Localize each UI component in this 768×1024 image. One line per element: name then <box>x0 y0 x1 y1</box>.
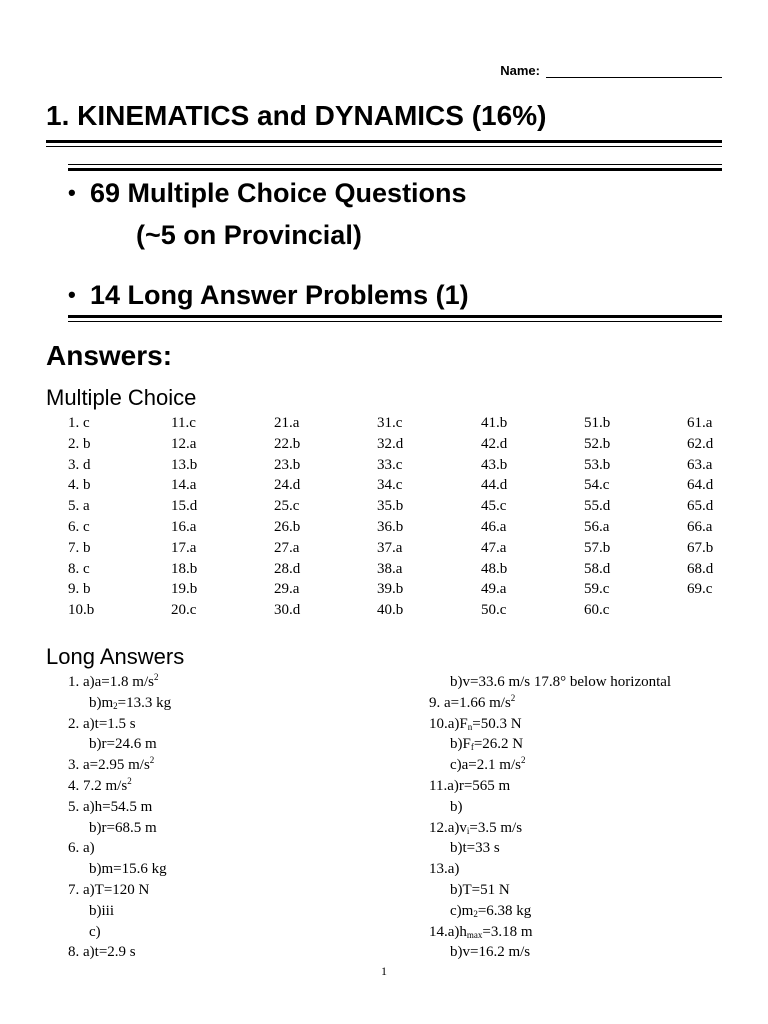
la-item-7a: 7. a)T=120 N <box>68 881 150 898</box>
mc-answer-item: 49.a <box>481 581 507 598</box>
mc-answer-item: 3. d <box>68 456 91 473</box>
mc-answer-item: 24.d <box>274 477 301 494</box>
name-blank-line <box>546 62 722 78</box>
page-title: 1. KINEMATICS and DYNAMICS (16%) <box>46 100 547 131</box>
bullet-long-answer <box>68 280 469 311</box>
mc-answer-item: 5. a <box>68 498 90 515</box>
mc-answer-item: 27.a <box>274 539 300 556</box>
mc-answer-item: 45.c <box>481 498 507 515</box>
title-rule-thin <box>46 146 722 147</box>
mc-answer-item: 61.a <box>687 415 713 431</box>
mc-answer-item: 11.c <box>171 415 196 431</box>
la-item-10a: $10.a)F_n=50.3$ N <box>429 715 522 732</box>
mc-answer-item: 22.b <box>274 435 301 452</box>
mc-column-5 <box>481 413 507 621</box>
mc-answer-item: 38.a <box>377 560 403 577</box>
mc-answer-item: 20.c <box>171 602 197 619</box>
mc-answer-item: 64.d <box>687 477 714 494</box>
mc-answer-item: 6. c <box>68 518 90 535</box>
mc-answer-item: 42.d <box>481 435 508 452</box>
mc-answer-item: 2. b <box>68 435 91 452</box>
mc-answer-item: 34.c <box>377 477 403 494</box>
mc-answer-item: 53.b <box>584 456 611 473</box>
la-item-12a: $12.a)v_i=3.5$ m/s <box>429 819 523 836</box>
la-item-11b: b) <box>450 798 463 815</box>
mc-answer-item: 44.d <box>481 477 508 494</box>
mc-answer-item: 51.b <box>584 415 611 431</box>
mc-answer-item: 14.a <box>171 477 197 494</box>
mc-answer-item: 54.c <box>584 477 610 494</box>
mc-answer-item: 58.d <box>584 560 611 577</box>
mc-answer-item: 30.d <box>274 602 301 619</box>
bullets-top-rule-thick <box>68 168 722 171</box>
mc-answer-item: 52.b <box>584 435 611 452</box>
mc-answer-item: 48.b <box>481 560 508 577</box>
mc-answer-item: 8. c <box>68 560 90 577</box>
mc-answer-item: 12.a <box>171 435 197 452</box>
bullet-mc-text: 69 Multiple Choice Questions <box>90 178 467 208</box>
la-item-8b: b)v=33.6 m/s 17.8° below horizontal <box>450 674 672 690</box>
la-item-1a: 1. a)a=1.8 $m/s^2$ <box>68 672 159 690</box>
multiple-choice-heading: Multiple Choice <box>46 385 197 410</box>
mc-column-6 <box>584 413 610 621</box>
mc-answer-item: 47.a <box>481 539 507 556</box>
mc-answer-item: 37.a <box>377 539 403 556</box>
la-item-10c: c)a=2.1 $m/s^2$ <box>450 755 526 774</box>
bullet-icon: • <box>68 282 76 307</box>
long-answers-right-column <box>429 672 671 963</box>
la-item-11a: 11.a)r=565 m <box>429 777 511 794</box>
mc-answer-item: 63.a <box>687 456 713 473</box>
mc-answer-item: 10.b <box>68 602 95 619</box>
mc-answer-item: 28.d <box>274 560 301 577</box>
mc-answer-item: 50.c <box>481 602 507 619</box>
la-item-1b: $b)m_2=13.3$ kg <box>89 694 172 711</box>
mc-answer-item: 43.b <box>481 456 508 473</box>
mc-answer-item: 41.b <box>481 415 508 431</box>
la-item-3: 3. a=2.95 $m/s^2$ <box>68 755 155 774</box>
mc-answer-item: 69.c <box>687 581 713 598</box>
mc-answer-item: 60.c <box>584 602 610 619</box>
bullet-icon: • <box>68 180 76 205</box>
mc-answer-item: 19.b <box>171 581 198 598</box>
bullet-mc-subline: (~5 on Provincial) <box>136 220 362 250</box>
mc-answer-item: 62.d <box>687 435 714 452</box>
mc-answer-item: 46.a <box>481 518 507 535</box>
page-number: 1 <box>381 964 387 978</box>
mc-answer-item: 26.b <box>274 518 301 535</box>
mc-answer-item: 59.c <box>584 581 610 598</box>
la-item-12b: b)t=33 s <box>450 840 500 857</box>
name-field-row <box>500 62 722 78</box>
mc-column-1 <box>68 413 94 621</box>
mc-answer-item: 36.b <box>377 518 404 535</box>
mc-answer-item: 56.a <box>584 518 610 535</box>
mc-answer-item: 55.d <box>584 498 611 515</box>
la-item-13a: 13.a) <box>429 861 460 878</box>
mc-answer-item: 31.c <box>377 415 403 431</box>
mc-answer-item: 13.b <box>171 456 198 473</box>
mc-answer-item: 17.a <box>171 539 197 556</box>
la-item-9: 9. a=1.66 $m/s^2$ <box>429 692 516 711</box>
mc-answer-item: 35.b <box>377 498 404 515</box>
la-item-13b: b)T=51 N <box>450 881 510 898</box>
mc-answer-item: 68.d <box>687 560 714 577</box>
mc-column-3 <box>274 413 300 621</box>
title-rule-thick <box>46 140 722 143</box>
mc-answer-item: 23.b <box>274 456 301 473</box>
bullets-bottom-rule-thin <box>68 321 722 322</box>
mc-column-2 <box>171 413 197 621</box>
mc-answer-item: 65.d <box>687 498 714 515</box>
la-item-6b: b)m=15.6 kg <box>89 861 167 878</box>
la-item-10b: $b)F_f=26.2$ N <box>450 736 524 753</box>
mc-answer-item: 16.a <box>171 518 197 535</box>
la-item-5a: 5. a)h=54.5 m <box>68 798 153 815</box>
la-item-13c: $c)m_2=6.38$ kg <box>450 902 532 919</box>
mc-answer-item: 40.b <box>377 602 404 619</box>
mc-answer-item: 39.b <box>377 581 404 598</box>
la-item-14a: $14.a)h_{max}=3.18$ m <box>429 923 533 940</box>
la-item-6a: 6. a) <box>68 840 95 857</box>
la-item-2a: 2. a)t=1.5 s <box>68 715 136 732</box>
la-item-7b: b)iii <box>89 902 114 919</box>
mc-answer-item: 7. b <box>68 539 91 556</box>
la-item-7c: c) <box>89 923 101 940</box>
mc-answer-item: 29.a <box>274 581 300 598</box>
long-answers-left-column <box>68 672 171 963</box>
mc-answer-item: 21.a <box>274 415 300 431</box>
mc-answer-item: 67.b <box>687 539 714 556</box>
la-item-14b: b)v=16.2 m/s <box>450 944 531 961</box>
bullets-bottom-rule-thick <box>68 315 722 318</box>
mc-answer-item: 25.c <box>274 498 300 515</box>
mc-answer-item: 66.a <box>687 518 713 535</box>
bullet-la-text: 14 Long Answer Problems (1) <box>90 280 469 310</box>
la-item-4: 4. 7.2 $m/s^2$ <box>68 775 132 794</box>
la-item-8a: 8. a)t=2.9 s <box>68 944 136 961</box>
name-label: Name: <box>500 63 540 78</box>
mc-column-4 <box>377 413 403 621</box>
long-answers-heading: Long Answers <box>46 644 185 669</box>
la-item-2b: b)r=24.6 m <box>89 736 157 753</box>
mc-answer-item: 33.c <box>377 456 403 473</box>
mc-column-7 <box>687 413 713 600</box>
answers-heading: Answers: <box>46 340 173 371</box>
mc-answer-item: 4. b <box>68 477 91 494</box>
mc-answer-item: 57.b <box>584 539 611 556</box>
mc-answer-item: 32.d <box>377 435 404 452</box>
mc-answer-item: 18.b <box>171 560 198 577</box>
mc-answer-item: 1. c <box>68 415 90 431</box>
bullet-multiple-choice <box>68 178 467 209</box>
mc-answer-item: 15.d <box>171 498 198 515</box>
la-item-5b: b)r=68.5 m <box>89 819 157 836</box>
mc-answer-item: 9. b <box>68 581 91 598</box>
bullets-top-rule-thin <box>68 164 722 165</box>
